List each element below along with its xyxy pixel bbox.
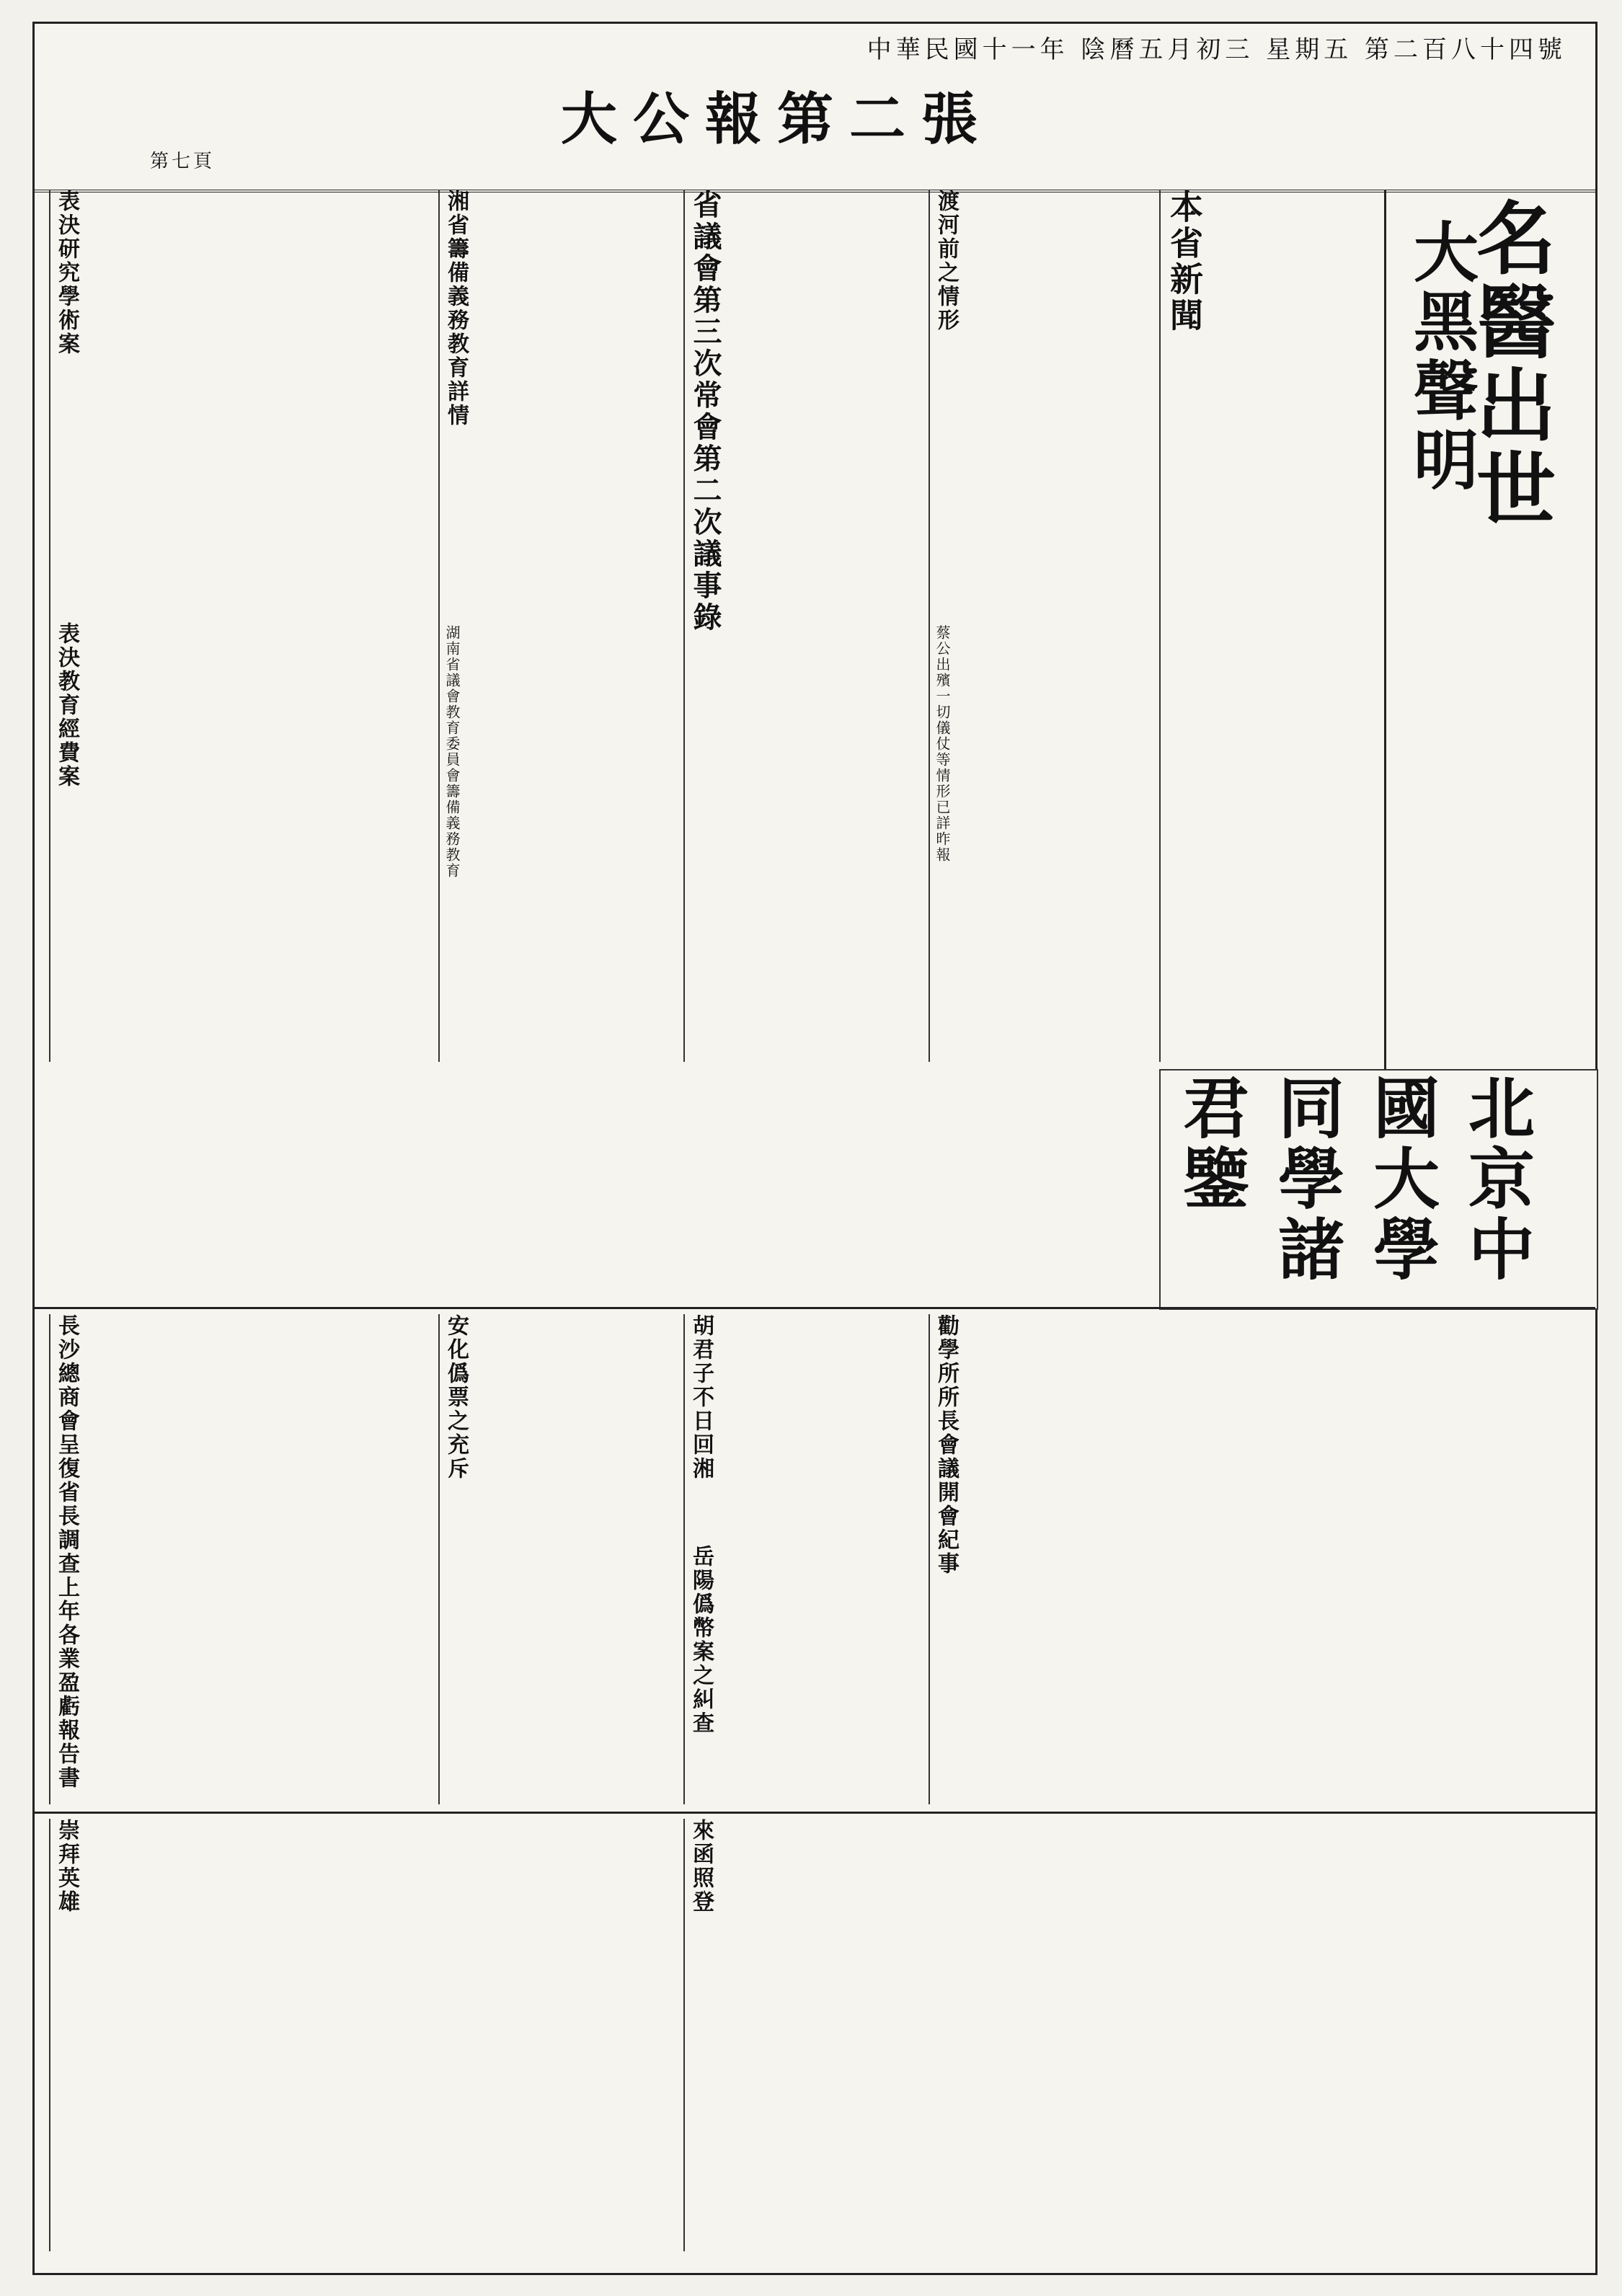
ad-box-university [1159, 1069, 1598, 1310]
divider-1 [35, 1307, 1595, 1309]
newspaper-page [32, 22, 1597, 2275]
col-1 [1159, 190, 1391, 1062]
section-title-4: 省議會第三次常會第二次議事錄 [688, 190, 722, 634]
section-title-12: 長沙總商會呈復省長調查上年各業盈虧報告書 [54, 1314, 79, 1790]
col-7 [683, 1314, 930, 1804]
section-title-6: 表決研究學術案 [54, 190, 79, 356]
col-10 [683, 1819, 1161, 2251]
right-ad-column [1384, 190, 1595, 1091]
col-9 [49, 1314, 440, 1804]
col-3 [683, 190, 930, 1062]
date-line: 中華民國十一年 陰曆五月初三 星期五 第二百八十四號 [867, 35, 1566, 64]
section-text-5: 湖南省議會教育委員會籌備義務教育 [443, 625, 461, 879]
col-6 [929, 1314, 1161, 1804]
col-11 [49, 1819, 685, 2251]
col-5 [49, 190, 440, 1062]
col-2 [929, 190, 1161, 1062]
section-title-7: 表決教育經費案 [54, 622, 79, 789]
col-4 [438, 190, 685, 1062]
section-title-8: 勸學所所長會議開會紀事 [934, 1314, 959, 1576]
divider-2 [35, 1812, 1595, 1814]
section-title-1: 本省新聞 [1165, 190, 1204, 334]
section-text-2: 蔡公出殯一切儀仗等情形已詳昨報 [934, 625, 951, 863]
col-8 [438, 1314, 685, 1804]
section-title-5: 湘省籌備義務教育詳情 [443, 190, 469, 427]
ad-title-2: 大黑聲明 [1402, 218, 1479, 495]
section-title-2: 渡河前之情形 [934, 190, 959, 332]
section-title-13: 來函照登 [688, 1819, 714, 1914]
ad-title-1: 名醫出世 [1463, 197, 1556, 531]
section-title-10: 岳陽僞幣案之糾查 [688, 1545, 714, 1735]
page-label: 第七頁 [150, 151, 216, 172]
ad-university-title: 北京中國大學同學諸君鑒 [1172, 1073, 1535, 1285]
section-title-11: 安化僞票之充斥 [443, 1314, 469, 1481]
paper-title: 大公報第二張 [561, 87, 994, 152]
section-title-9: 胡君子不日回湘 [688, 1314, 714, 1481]
section-title-14: 崇拜英雄 [54, 1819, 79, 1914]
masthead [35, 24, 1595, 192]
